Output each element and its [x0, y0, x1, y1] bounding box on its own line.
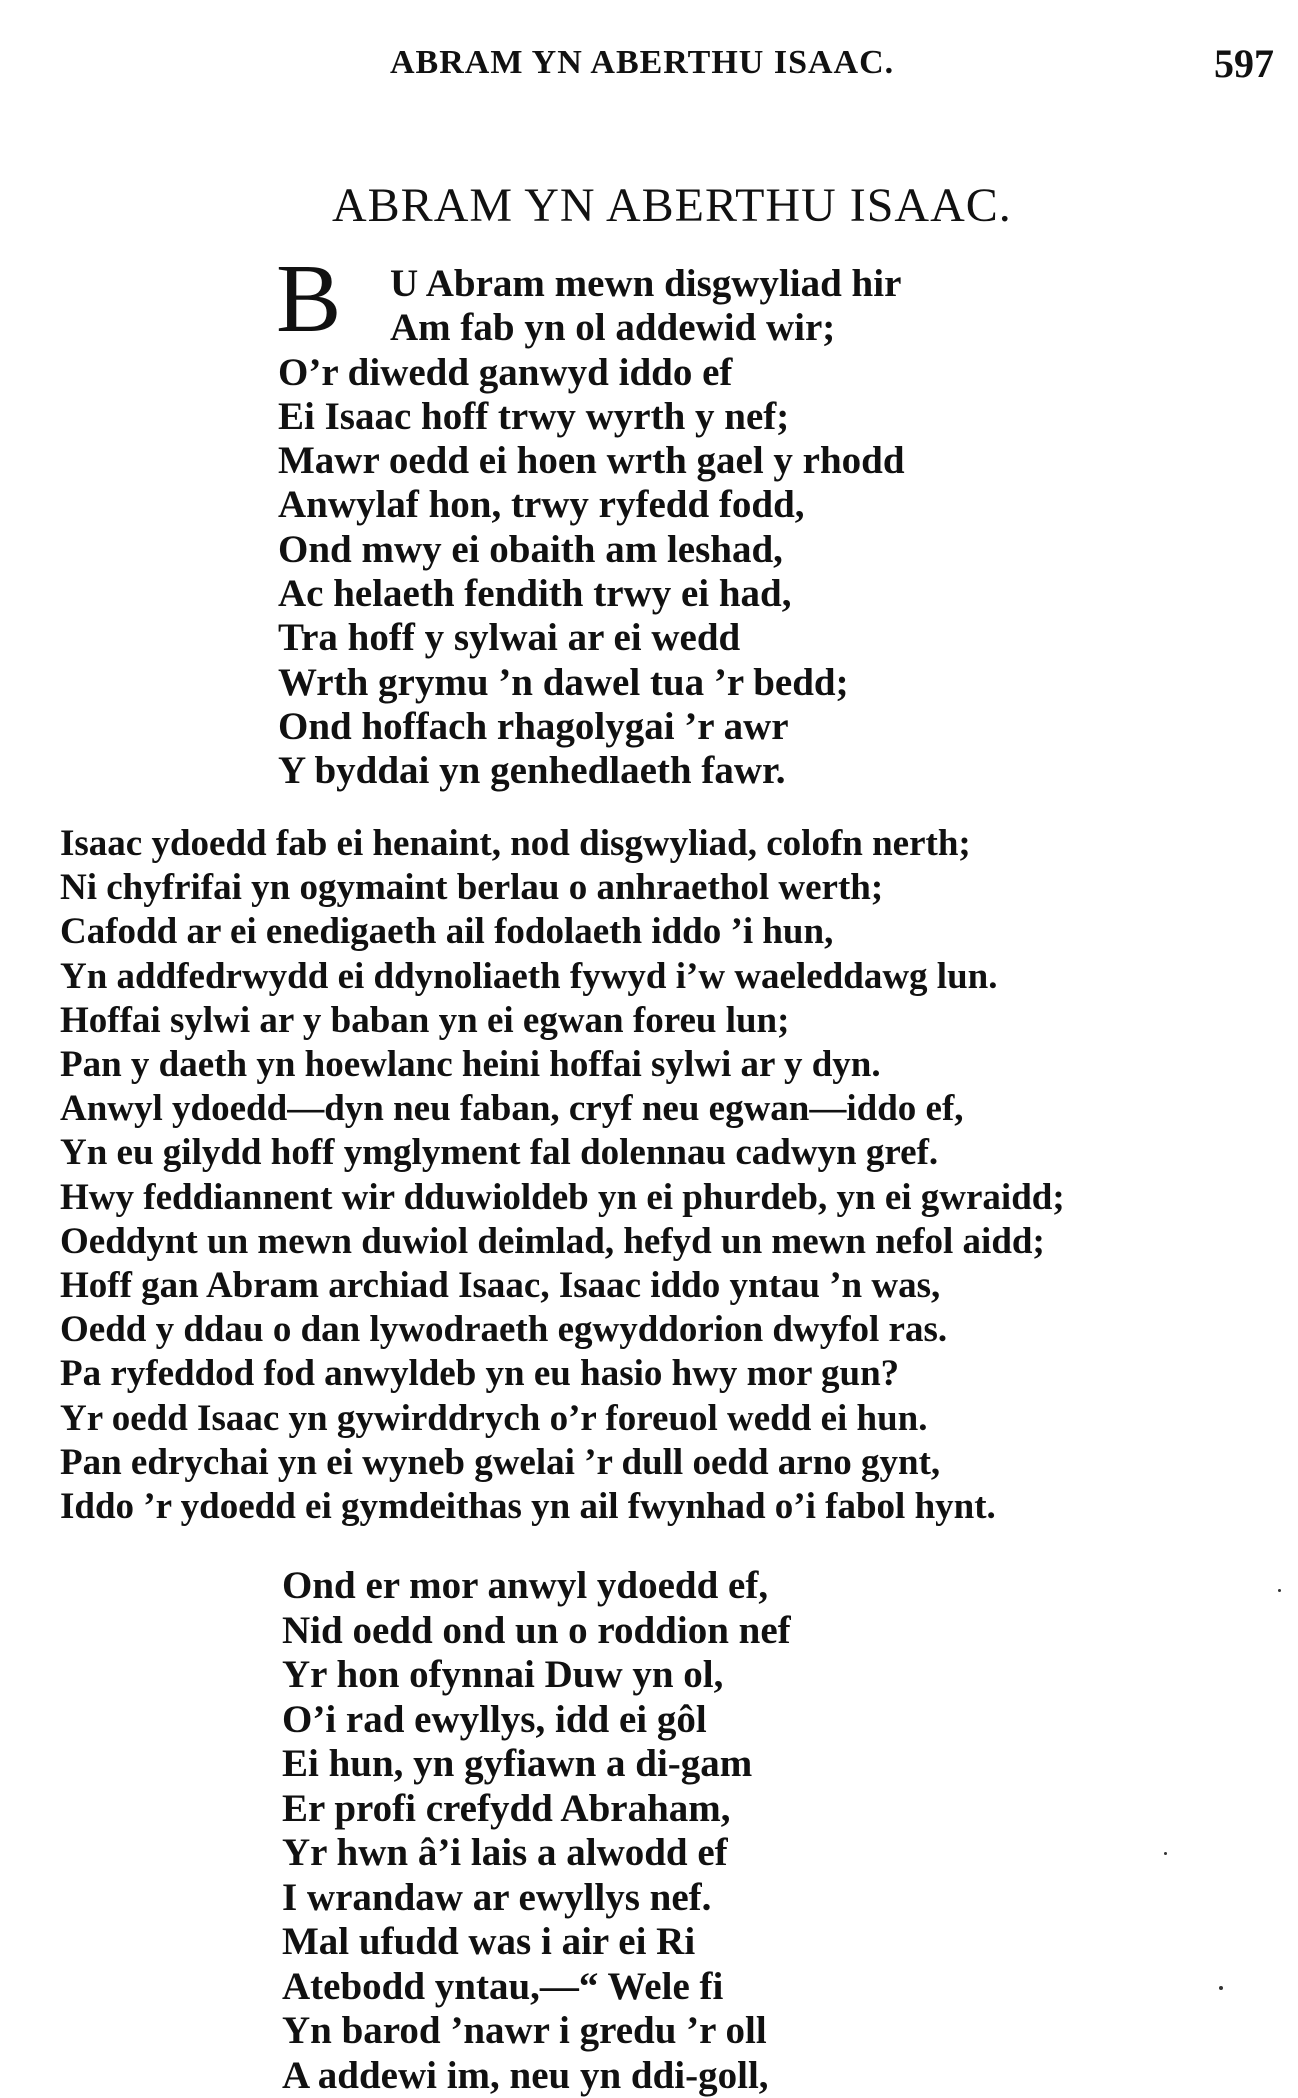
verse-line: Mal ufudd was i air ei Ri — [282, 1920, 696, 1963]
verse-line: Nid oedd ond un o roddion nef — [282, 1608, 791, 1652]
verse-line: Yn barod ’nawr i gredu ’r oll — [282, 2009, 767, 2052]
verse-line: A addewi im, neu yn ddi-goll, — [282, 2053, 769, 2097]
verse-line: Oedd y ddau o dan lywodraeth egwyddorion dwyfol ras. — [60, 1309, 948, 1351]
verse-line: Yn addfedrwydd ei ddynoliaeth fywyd i’w waeleddawg lun. — [60, 955, 998, 997]
verse-line: Yr oedd Isaac yn gywirddrych o’r foreuol wedd ei hun. — [60, 1397, 928, 1439]
verse-line: Tra hoff y sylwai ar ei wedd — [278, 616, 741, 660]
verse-line: Iddo ’r ydoedd ei gymdeithas yn ail fwynhad o’i fabol hynt. — [60, 1486, 996, 1528]
verse-line: Pan y daeth yn hoewlanc heini hoffai sylwi ar y dyn. — [60, 1044, 881, 1086]
verse-line: Atebodd yntau,—“ Wele fi — [282, 1964, 724, 2008]
print-speck — [1278, 1589, 1281, 1592]
verse-line: Ond er mor anwyl ydoedd ef, — [282, 1564, 769, 1607]
print-speck — [1164, 1852, 1167, 1855]
verse-line: Yn eu gilydd hoff ymglyment fal dolennau cadwyn gref. — [60, 1132, 939, 1174]
verse-line: Pa ryfeddod fod anwyldeb yn eu hasio hwy mor gun? — [60, 1353, 900, 1395]
verse-line: Hoff gan Abram archiad Isaac, Isaac iddo yntau ’n was, — [60, 1265, 941, 1307]
verse-line: Ei hun, yn gyfiawn a di-gam — [282, 1742, 753, 1785]
verse-line: Pan edrychai yn ei wyneb gwelai ’r dull oedd arno gynt, — [60, 1441, 941, 1483]
verse-line: Anwylaf hon, trwy ryfedd fodd, — [278, 483, 805, 527]
verse-line: Yr hwn â’i lais a alwodd ef — [282, 1831, 728, 1874]
verse-line: U Abram mewn disgwyliad hir — [390, 262, 902, 305]
verse-line: Isaac ydoedd fab ei henaint, nod disgwyliad, colofn nerth; — [60, 823, 971, 864]
verse-line: Hoffai sylwi ar y baban yn ei egwan foreu lun; — [60, 999, 790, 1041]
running-head — [0, 41, 1298, 94]
verse-line: Yr hon ofynnai Duw yn ol, — [282, 1653, 724, 1696]
verse-line: Oeddynt un mewn duwiol deimlad, hefyd un mewn nefol aidd; — [60, 1220, 1045, 1262]
verse-line: Ei Isaac hoff trwy wyrth y nef; — [278, 394, 790, 438]
verse-line: Er profi crefydd Abraham, — [282, 1786, 731, 1830]
verse-line: Ond hoffach rhagolygai ’r awr — [278, 704, 789, 748]
poem-title: ABRAM YN ABERTHU ISAAC. — [332, 179, 1012, 232]
stanza-1 — [278, 262, 905, 794]
stanza-3 — [282, 1564, 791, 2098]
verse-line: Cafodd ar ei enedigaeth ail fodolaeth iddo ’i hun, — [60, 911, 834, 953]
verse-line: Wrth grymu ’n dawel tua ’r bedd; — [278, 660, 849, 704]
page-number: 597 — [1214, 41, 1274, 86]
verse-line: Ac helaeth fendith trwy ei had, — [278, 572, 792, 616]
verse-line: Am fab yn ol addewid wir; — [390, 306, 836, 350]
print-speck — [1219, 1986, 1223, 1990]
verse-line: Mawr oedd ei hoen wrth gael y rhodd — [278, 439, 905, 483]
verse-line: Ond mwy ei obaith am leshad, — [278, 527, 783, 571]
stanza-2 — [60, 822, 1065, 1529]
verse-line: Anwyl ydoedd—dyn neu faban, cryf neu egwan—iddo ef, — [60, 1088, 964, 1130]
verse-line: Ni chyfrifai yn ogymaint berlau o anhraethol werth; — [60, 867, 884, 909]
verse-line: Y byddai yn genhedlaeth fawr. — [278, 749, 786, 793]
drop-cap: B — [276, 245, 342, 353]
running-title: ABRAM YN ABERTHU ISAAC. — [390, 44, 895, 81]
verse-line: I wrandaw ar ewyllys nef. — [282, 1875, 712, 1919]
verse-line: O’r diwedd ganwyd iddo ef — [278, 350, 733, 394]
verse-line: O’i rad ewyllys, idd ei gôl — [282, 1697, 707, 1741]
verse-line: Hwy feddiannent wir dduwioldeb yn ei phurdeb, yn ei gwraidd; — [60, 1176, 1065, 1218]
